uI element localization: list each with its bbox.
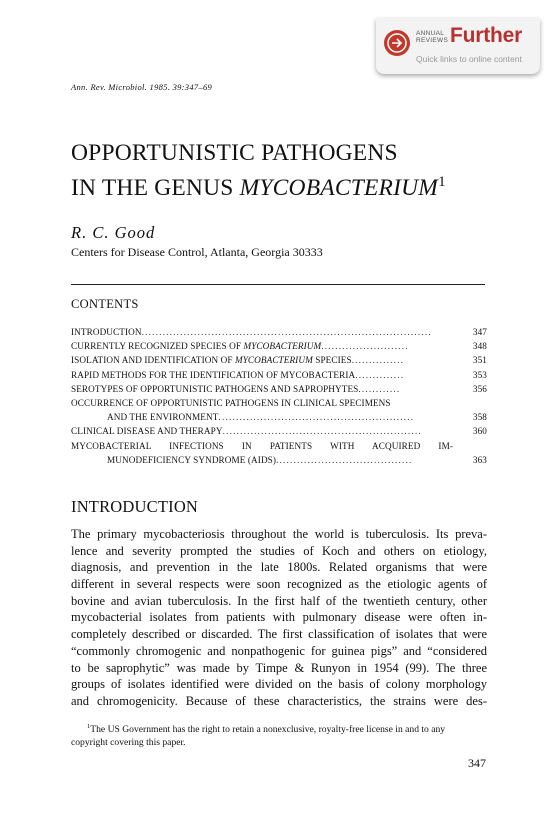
toc-page: 351 xyxy=(472,355,487,366)
body-line: lence and severity prompted the studies of Koch and others on etiology, xyxy=(71,543,487,558)
footnote xyxy=(71,720,487,749)
further-subtitle: Quick links to online content xyxy=(416,54,522,64)
title-line-2-prefix: IN THE GENUS xyxy=(71,175,240,201)
toc-page: 356 xyxy=(472,383,487,394)
author-name: R. C. Good xyxy=(71,223,156,242)
footnote-mark: 1 xyxy=(87,723,91,730)
journal-citation: Ann. Rev. Microbiol. 1985. 39:347–69 xyxy=(71,82,213,92)
body-line: to be saprophytic” was made by Timpe & Runyon in 1954 (99). The three xyxy=(71,660,487,675)
title-line-2-italic: MYCOBACTERIUM xyxy=(239,175,439,201)
body-line: groups of isolates identified were divided on the basis of colony morphology xyxy=(71,677,487,692)
toc-entry-continued[interactable]: MUNODEFICIENCY SYNDROME (AIDS)....................................... 363 xyxy=(71,453,487,467)
toc-page: 358 xyxy=(472,412,487,423)
body-line: and chromogenicity. Because of these characteristics, the strains were des- xyxy=(71,693,487,708)
toc-page: 353 xyxy=(472,369,487,380)
further-badge[interactable] xyxy=(376,18,540,74)
footnote-line-1: The US Government has the right to retain a nonexclusive, royalty-free license in and to any xyxy=(90,724,446,735)
table-of-contents xyxy=(71,325,487,467)
toc-entry[interactable]: OCCURRENCE OF OPPORTUNISTIC PATHOGENS IN CLINICAL SPECIMENS xyxy=(71,397,391,408)
body-line: diagnosis, and prevention in the late 1800s. Related organisms that were xyxy=(71,560,487,575)
footnote-line-2: copyright covering this paper. xyxy=(71,737,186,749)
body-line: “commonly chromogenic and nonpathogenic for guinea pigs” and “considered xyxy=(71,643,487,658)
toc-page: 360 xyxy=(472,426,487,437)
annual-reviews-label: ANNUAL REVIEWS xyxy=(416,30,449,44)
title-line-1: OPPORTUNISTIC PATHOGENS xyxy=(71,140,398,166)
title-footnote-mark[interactable]: 1 xyxy=(438,174,446,190)
toc-entry[interactable]: MYCOBACTERIAL INFECTIONS IN PATIENTS WITH ACQUIRED IM- xyxy=(71,440,453,451)
body-line: completely described or discarded. The first classification of isolates that were xyxy=(71,627,487,642)
toc-entry[interactable]: CURRENTLY RECOGNIZED SPECIES OF MYCOBACTERIUM......................... 348 xyxy=(71,339,487,353)
section-heading-introduction: INTRODUCTION xyxy=(71,497,199,516)
toc-page: 348 xyxy=(472,341,487,352)
toc-page: 347 xyxy=(472,327,487,337)
toc-entry-continued[interactable]: AND THE ENVIRONMENT........................................................ 358 xyxy=(71,410,487,424)
contents-heading: CONTENTS xyxy=(71,297,139,311)
introduction-paragraph xyxy=(71,526,487,710)
toc-page: 363 xyxy=(472,454,487,465)
toc-entry[interactable]: SEROTYPES OF OPPORTUNISTIC PATHOGENS AND SAPROPHYTES............ 356 xyxy=(71,382,487,396)
toc-entry[interactable]: CLINICAL DISEASE AND THERAPY......................................................... 360 xyxy=(71,424,487,438)
body-line: bovine and avian tuberculosis. In the first half of the twentieth century, other xyxy=(71,593,487,608)
article-title xyxy=(71,139,446,203)
page-number: 347 xyxy=(468,756,486,770)
body-line: mycobacterial isolates from patients with pulmonary disease were often in- xyxy=(71,610,487,625)
author-affiliation: Centers for Disease Control, Atlanta, Georgia 30333 xyxy=(71,245,323,259)
body-line: The primary mycobacteriosis throughout the world is tuberculosis. Its preva- xyxy=(71,527,487,541)
body-line: different in several respects were soon recognized as the etiologic agents of xyxy=(71,577,487,592)
further-logo-icon xyxy=(384,30,410,56)
further-label: Further xyxy=(450,24,523,47)
toc-entry[interactable]: INTRODUCTION................................................................................... 347 xyxy=(71,325,487,339)
toc-entry[interactable]: RAPID METHODS FOR THE IDENTIFICATION OF MYCOBACTERIA.............. 353 xyxy=(71,368,487,382)
divider xyxy=(71,284,485,285)
toc-entry[interactable]: ISOLATION AND IDENTIFICATION OF MYCOBACTERIUM SPECIES............... 351 xyxy=(71,353,487,367)
